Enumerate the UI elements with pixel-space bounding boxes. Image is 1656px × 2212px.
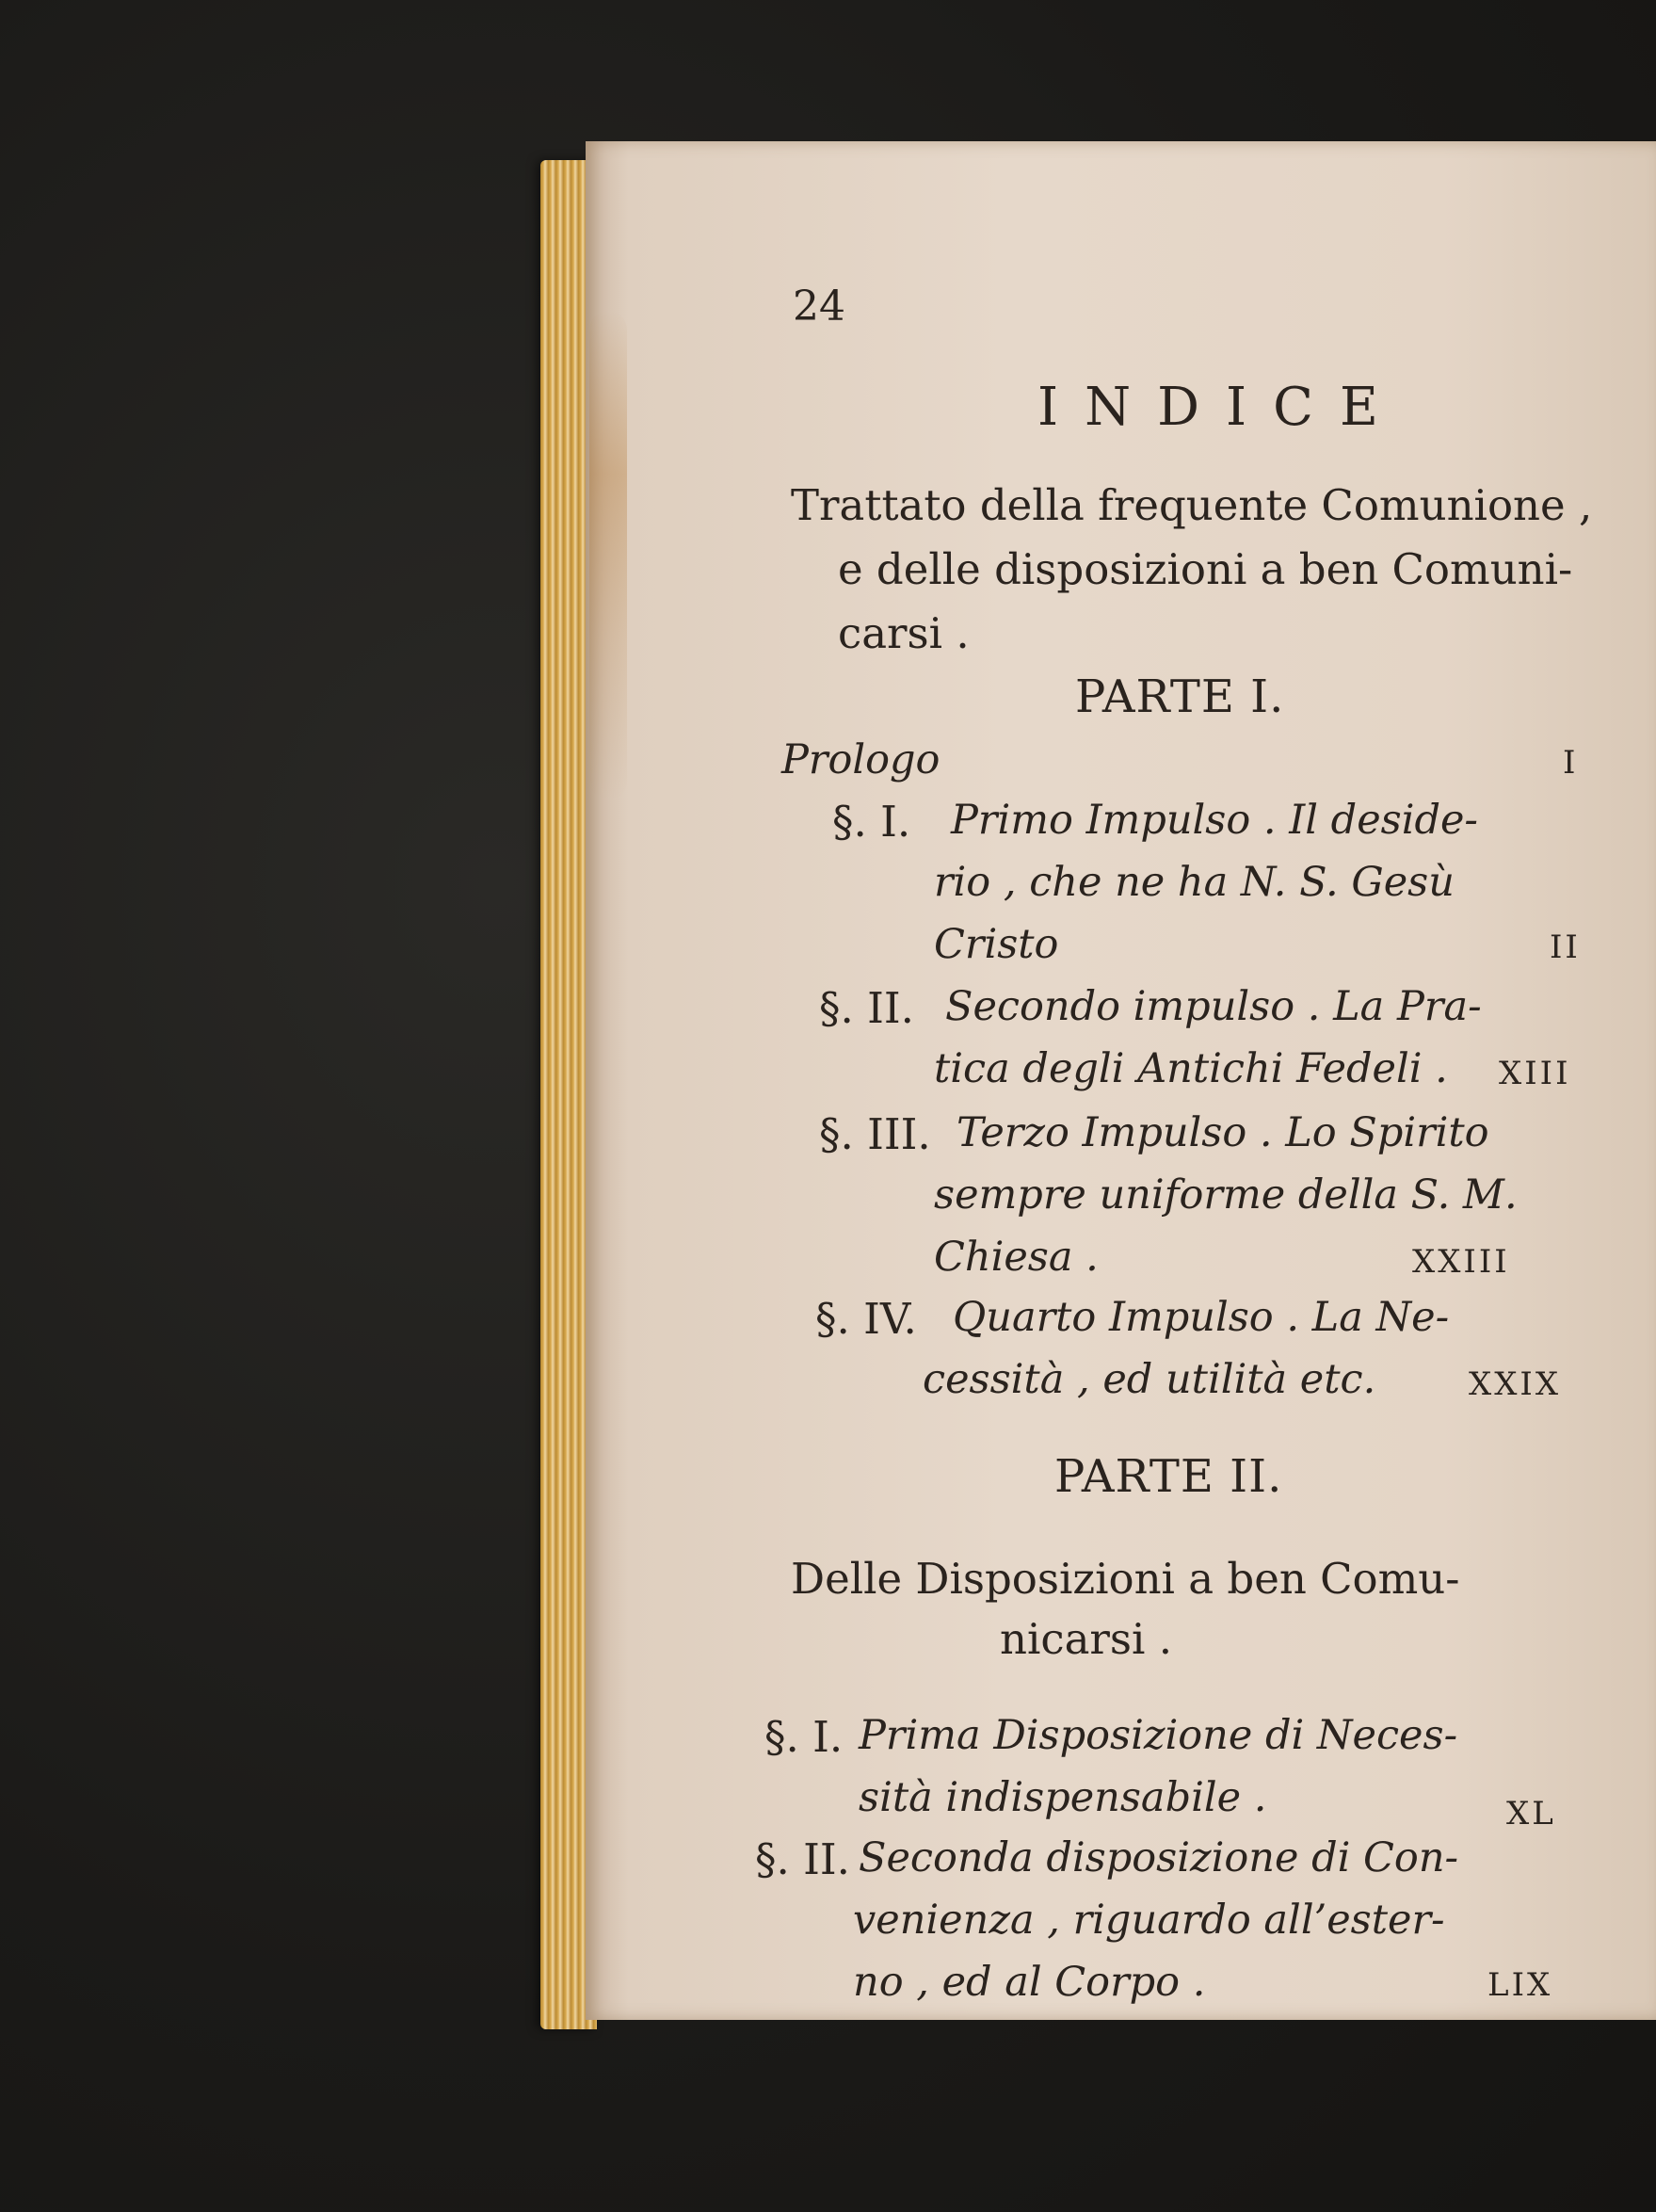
section-line: Quarto Impulso . La Ne- (953, 1294, 1450, 1341)
water-stain (589, 311, 627, 800)
section-page: XIII (1499, 1055, 1571, 1092)
section-number: §. III. (819, 1109, 931, 1159)
section-line: tica degli Antichi Fedeli . (934, 1045, 1448, 1092)
part-heading: PARTE II. (1054, 1450, 1283, 1503)
section-number: §. IV. (815, 1294, 917, 1344)
section-line: sempre uniforme della S. M. (934, 1171, 1518, 1219)
section-number: §. II. (819, 983, 914, 1033)
section-page: II (1550, 928, 1581, 966)
part2-intro-line: nicarsi . (1000, 1614, 1173, 1664)
treatise-line: e delle disposizioni a ben Comuni- (838, 544, 1573, 594)
section-number: §. II. (755, 1834, 850, 1884)
section-line: venienza , riguardo all’ester- (853, 1897, 1445, 1944)
section-page: XL (1506, 1795, 1556, 1833)
section-line: rio , che ne ha N. S. Gesù (934, 859, 1455, 906)
section-page: XXIII (1412, 1243, 1510, 1281)
book-page (586, 141, 1656, 2020)
section-line: no , ed al Corpo . (853, 1959, 1206, 2006)
treatise-line: carsi . (838, 608, 970, 658)
section-page: XXIX (1469, 1365, 1562, 1403)
treatise-line: Trattato della frequente Comunione , (791, 480, 1593, 530)
page-number: 24 (793, 283, 845, 331)
section-line: Cristo (934, 921, 1059, 968)
section-number: §. I. (832, 797, 911, 847)
prologue-label: Prologo (781, 736, 941, 783)
section-number: §. I. (764, 1712, 844, 1762)
page-title: INDICE (1037, 377, 1405, 438)
section-line: Primo Impulso . Il deside- (951, 797, 1478, 844)
section-line: sità indispensabile . (859, 1774, 1267, 1821)
prologue-page: I (1563, 744, 1579, 782)
section-line: Secondo impulso . La Pra- (945, 983, 1482, 1030)
part-heading: PARTE I. (1075, 670, 1285, 723)
section-line: cessità , ed utilità etc. (923, 1356, 1376, 1403)
section-line: Terzo Impulso . Lo Spirito (957, 1109, 1489, 1156)
section-line: Prima Disposizione di Neces- (859, 1712, 1458, 1759)
part2-intro-line: Delle Disposizioni a ben Comu- (791, 1554, 1460, 1604)
section-line: Chiesa . (934, 1234, 1099, 1281)
section-line: Seconda disposizione di Con- (859, 1834, 1459, 1881)
section-page: LIX (1487, 1966, 1553, 2004)
